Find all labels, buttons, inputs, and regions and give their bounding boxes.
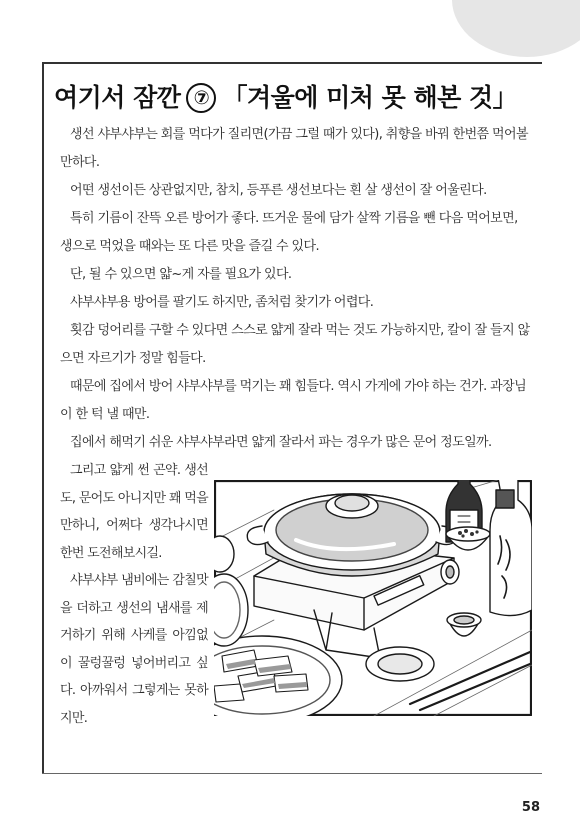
side-paragraph-1: 그리고 얇게 썬 곤약. 생선도, 문어도 아니지만 꽤 먹을 만하니, 어쩌다 생각나시면 한번 도전해보시길. [60,463,208,561]
paragraph-3: 특히 기름이 잔뜩 오른 방어가 좋다. 뜨거운 물에 담가 살짝 기름을 뺀 다음 먹어보면, 생으로 먹었을 때와는 또 다른 맛을 즐길 수 있다. [60,211,518,254]
paragraph-6: 횟감 덩어리를 구할 수 있다면 스스로 얇게 잘라 먹는 것도 가능하지만, 칼이 잘 들지 않으면 자르기가 정말 힘들다. [60,323,530,366]
section-title: 「겨울에 미처 못 해본 것」 [222,83,518,112]
section-label: 여기서 잠깐 [54,83,181,112]
page-number: 58 [521,800,540,815]
paragraph-5: 샤부샤부용 방어를 팔기도 하지만, 좀처럼 찾기가 어렵다. [70,295,374,310]
frame-left-rule [42,62,44,774]
paragraph-8: 집에서 해먹기 쉬운 샤부샤부라면 얇게 잘라서 파는 경우가 많은 문어 정도일까. [70,435,492,450]
side-paragraph-2: 샤부샤부 냄비에는 감칠맛을 더하고 생선의 냄새를 제거하기 위해 사케를 아낌없이 꿀렁꿀렁 넣어버리고 싶다. 아까워서 그렇게는 못하지만. [60,573,208,726]
page-corner-circle [452,0,580,57]
paragraph-2: 어떤 생선이든 상관없지만, 참치, 등푸른 생선보다는 흰 살 생선이 잘 어울린다. [70,183,487,198]
frame-bottom-rule [42,773,542,774]
paragraph-1: 생선 샤부샤부는 회를 먹다가 질리면(가끔 그럴 때가 있다), 취향을 바꿔 한번쯤 먹어볼 만하다. [60,127,528,170]
section-heading [54,78,534,118]
shabu-shabu-illustration [214,480,532,716]
paragraph-7: 때문에 집에서 방어 샤부샤부를 먹기는 꽤 힘들다. 역시 가게에 가야 하는 건가. 과장님이 한 턱 낼 때만. [60,379,527,422]
frame-top-rule [42,62,542,64]
paragraph-4: 단, 될 수 있으면 얇~게 자를 필요가 있다. [70,267,292,282]
section-number: ⑦ [186,83,216,113]
